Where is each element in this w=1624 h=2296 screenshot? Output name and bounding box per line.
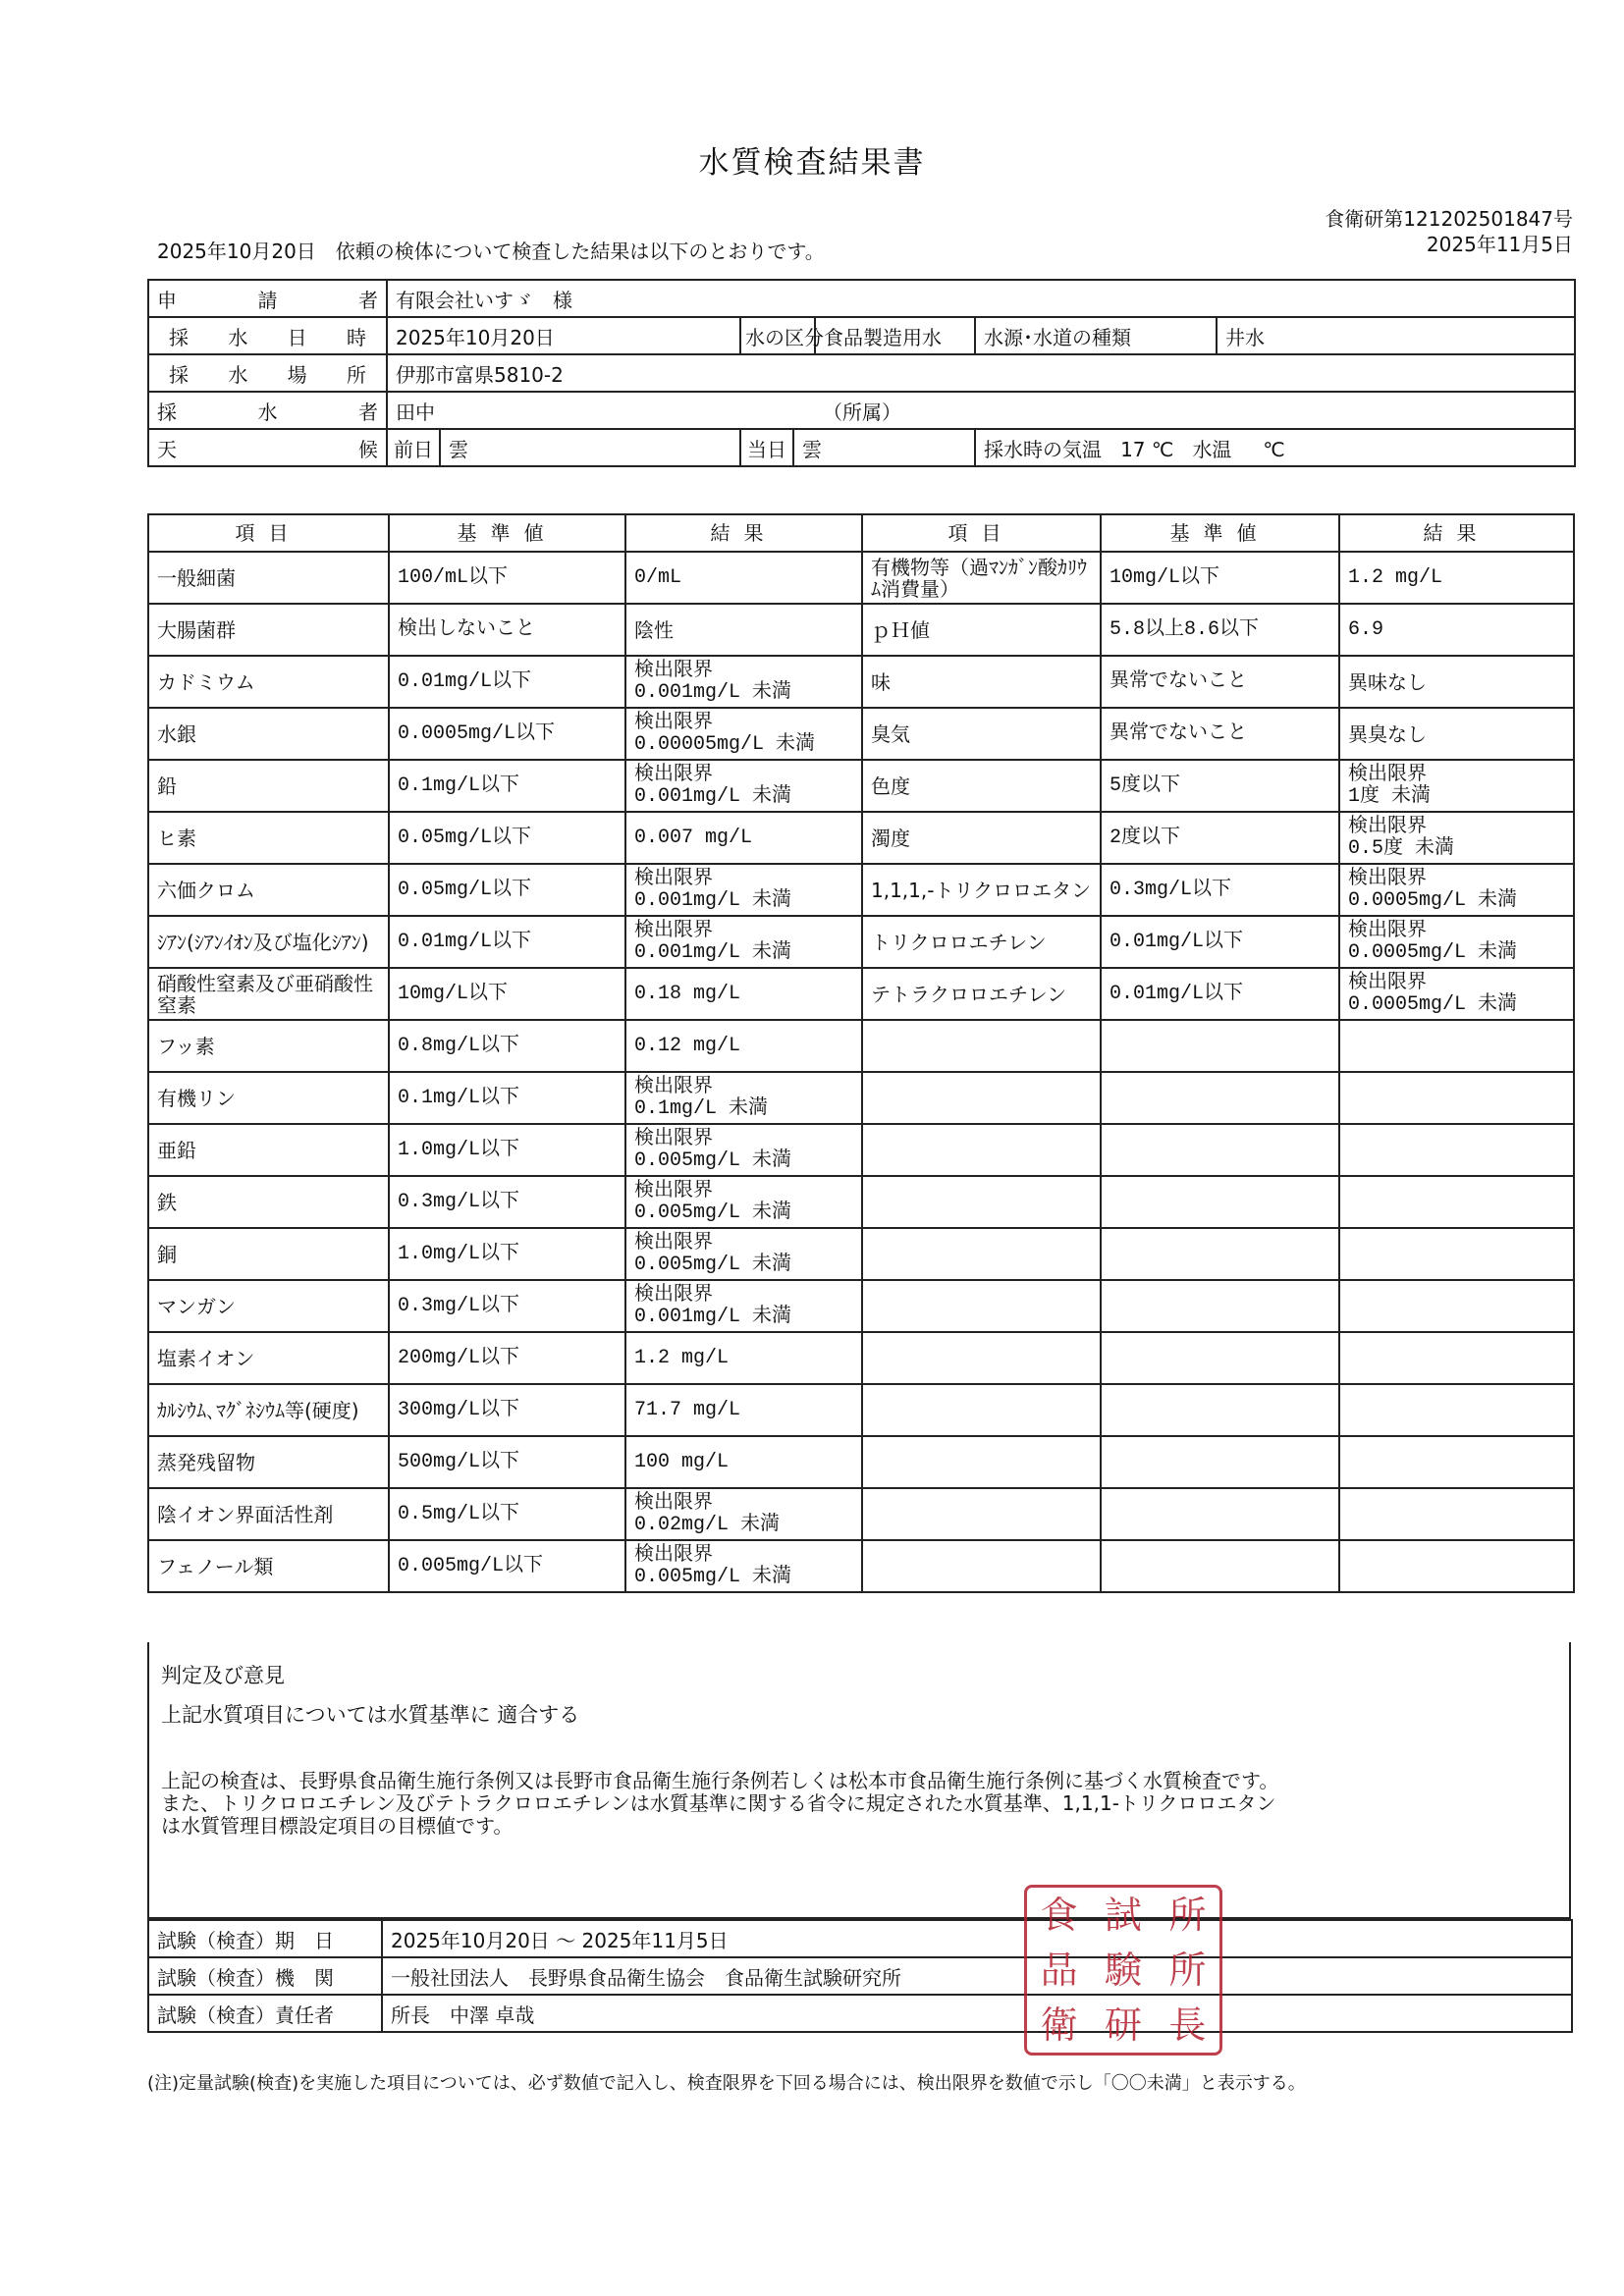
cell-result: 0/mL [625,552,862,604]
cell-result: 検出限界 0.02mg/L 未満 [625,1488,862,1540]
same-day-value: 雲 [802,437,822,461]
water-temp-unit: ℃ [1263,437,1285,461]
test-institution-value: 一般社団法人 長野県食品衛生協会 食品衛生試験研究所 [382,1957,1572,1995]
cell-item-2: 有機物等（過ﾏﾝｶﾞﾝ酸ｶﾘｳﾑ消費量） [862,552,1101,604]
seal-character: 所 [1168,1894,1207,1937]
cell-item-2 [862,1384,1101,1436]
seal-character: 食 [1040,1894,1078,1937]
cell-standard-2 [1101,1332,1339,1384]
cell-item: 有機リン [148,1072,389,1124]
cell-item: フェノール類 [148,1540,389,1592]
cell-standard-2 [1101,1176,1339,1228]
cell-standard: 0.01mg/L以下 [389,656,625,708]
cell-result-2: 6.9 [1339,604,1574,656]
cell-standard-2 [1101,1020,1339,1072]
test-responsible-row [148,1995,1572,2032]
cell-result-2: 1.2 mg/L [1339,552,1574,604]
seal-character: 衛 [1040,2003,1078,2047]
result-row [148,1384,1574,1436]
weather-label: 天 候 [148,429,387,466]
cell-item-2 [862,1228,1101,1280]
result-row [148,916,1574,968]
cell-item: カドミウム [148,656,389,708]
judgment-title: 判定及び意見 [161,1664,285,1687]
cell-result-2: 検出限界 1度 未満 [1339,760,1574,812]
cell-standard: 1.0mg/L以下 [389,1228,625,1280]
cell-item-2 [862,1176,1101,1228]
cell-result: 検出限界 0.001mg/L 未満 [625,656,862,708]
cell-standard-2: 5度以下 [1101,760,1339,812]
result-row [148,1436,1574,1488]
seal-character: 研 [1104,2003,1142,2047]
cell-result: 検出限界 0.005mg/L 未満 [625,1540,862,1592]
cell-result-2 [1339,1332,1574,1384]
cell-standard: 0.3mg/L以下 [389,1280,625,1332]
cell-item: 陰イオン界面活性剤 [148,1488,389,1540]
cell-item-2 [862,1332,1101,1384]
cell-result: 検出限界 0.001mg/L 未満 [625,916,862,968]
air-temp-unit: ℃ [1151,437,1174,461]
judgment-note [161,1770,1565,1838]
water-category-label: 水の区分 [740,317,815,354]
cell-standard-2 [1101,1540,1339,1592]
cell-item: 一般細菌 [148,552,389,604]
document-title: 水質検査結果書 [698,145,926,181]
cell-standard: 0.1mg/L以下 [389,1072,625,1124]
cell-item: マンガン [148,1280,389,1332]
applicant-value: 有限会社いすゞ 様 [387,280,1575,317]
sampling-place-value: 伊那市富県5810-2 [387,354,1575,392]
applicant-label: 申 請 者 [148,280,387,317]
cell-item: 鉛 [148,760,389,812]
cell-result: 検出限界 0.001mg/L 未満 [625,864,862,916]
test-info-table [147,1919,1573,2033]
air-temp-label: 採水時の気温 [984,437,1102,461]
cell-item: 蒸発残留物 [148,1436,389,1488]
test-responsible-value: 所長 中澤 卓哉 [382,1995,1572,2032]
cell-standard: 0.01mg/L以下 [389,916,625,968]
header-item: 項目 [148,514,389,552]
cell-standard: 0.3mg/L以下 [389,1176,625,1228]
result-row [148,1488,1574,1540]
cell-standard: 0.05mg/L以下 [389,812,625,864]
cell-result: 検出限界 0.005mg/L 未満 [625,1228,862,1280]
cell-item: フッ素 [148,1020,389,1072]
result-row [148,552,1574,604]
cell-result-2: 検出限界 0.0005mg/L 未満 [1339,916,1574,968]
cell-standard: 0.8mg/L以下 [389,1020,625,1072]
sampling-date-label: 採 水 日 時 [148,317,387,354]
cell-item-2: ｐＨ値 [862,604,1101,656]
cell-item-2 [862,1488,1101,1540]
cell-item: 大腸菌群 [148,604,389,656]
cell-result: 検出限界 0.005mg/L 未満 [625,1124,862,1176]
cell-result-2: 検出限界 0.5度 未満 [1339,812,1574,864]
result-row [148,1020,1574,1072]
cell-item-2: 臭気 [862,708,1101,760]
cell-result-2: 検出限界 0.0005mg/L 未満 [1339,864,1574,916]
prev-day-label: 前日 [388,430,441,465]
cell-standard: 1.0mg/L以下 [389,1124,625,1176]
cell-standard-2 [1101,1228,1339,1280]
result-row [148,1540,1574,1592]
same-day-cell [740,429,975,466]
cell-item-2 [862,1436,1101,1488]
cell-item-2: 1,1,1,-トリクロロエタン [862,864,1101,916]
cell-standard: 100/mL以下 [389,552,625,604]
sampling-place-label: 採 水 場 所 [148,354,387,392]
cell-result-2: 異臭なし [1339,708,1574,760]
cell-standard: 300mg/L以下 [389,1384,625,1436]
water-category-value: 食品製造用水 [815,317,975,354]
cell-standard-2: 0.01mg/L以下 [1101,916,1339,968]
results-table [147,513,1575,1593]
official-seal-stamp [1024,1885,1222,2056]
result-row [148,1332,1574,1384]
cell-result: 検出限界 0.1mg/L 未満 [625,1072,862,1124]
result-row [148,1124,1574,1176]
cell-result: 0.007 mg/L [625,812,862,864]
cell-result: 検出限界 0.00005mg/L 未満 [625,708,862,760]
test-responsible-label: 試験（検査）責任者 [148,1995,382,2032]
cell-standard-2: 0.01mg/L以下 [1101,968,1339,1020]
cell-item: ｼｱﾝ(ｼｱﾝｲｵﾝ及び塩化ｼｱﾝ) [148,916,389,968]
cell-item-2: 味 [862,656,1101,708]
issue-date: 2025年11月5日 [1426,233,1573,256]
result-row [148,968,1574,1020]
prev-day-value: 雲 [449,437,468,461]
air-temp-value: 17 [1120,437,1146,461]
result-row [148,708,1574,760]
result-row [148,812,1574,864]
cell-item: 六価クロム [148,864,389,916]
cell-result-2 [1339,1020,1574,1072]
cell-result: 1.2 mg/L [625,1332,862,1384]
cell-standard-2 [1101,1280,1339,1332]
temperature-cell [975,429,1575,466]
cell-standard: 0.1mg/L以下 [389,760,625,812]
seal-character: 長 [1168,2003,1207,2047]
result-row [148,1176,1574,1228]
cell-result-2 [1339,1384,1574,1436]
sampling-date-row [148,317,1575,354]
cell-standard-2: 10mg/L以下 [1101,552,1339,604]
cell-result-2 [1339,1176,1574,1228]
seal-character: 所 [1168,1949,1207,1992]
cell-standard-2: 2度以下 [1101,812,1339,864]
cell-result: 検出限界 0.001mg/L 未満 [625,1280,862,1332]
sampling-date-value: 2025年10月20日 [387,317,740,354]
result-row [148,656,1574,708]
test-institution-row [148,1957,1572,1995]
cell-item: 銅 [148,1228,389,1280]
result-row [148,864,1574,916]
result-row [148,760,1574,812]
cell-standard-2: 異常でないこと [1101,708,1339,760]
cell-standard-2 [1101,1384,1339,1436]
cell-result: 0.12 mg/L [625,1020,862,1072]
cell-item-2 [862,1020,1101,1072]
results-header-row [148,514,1574,552]
cell-result: 71.7 mg/L [625,1384,862,1436]
cell-item: 水銀 [148,708,389,760]
cell-item-2: 色度 [862,760,1101,812]
affiliation-label: （所属） [815,392,1575,429]
judgment-section [147,1642,1571,1919]
document-number-block [1325,206,1573,257]
cell-item: ヒ素 [148,812,389,864]
sampler-value: 田中 [387,392,815,429]
header-standard-2: 基準値 [1101,514,1339,552]
cell-standard-2: 異常でないこと [1101,656,1339,708]
cell-result: 検出限界 0.005mg/L 未満 [625,1176,862,1228]
cell-standard-2 [1101,1488,1339,1540]
cell-result-2 [1339,1124,1574,1176]
cell-standard: 10mg/L以下 [389,968,625,1020]
intro-text: 2025年10月20日 依頼の検体について検査した結果は以下のとおりです。 [157,240,825,263]
seal-character: 験 [1104,1949,1142,1992]
cell-result-2 [1339,1488,1574,1540]
seal-character: 品 [1040,1949,1078,1992]
cell-standard: 0.0005mg/L以下 [389,708,625,760]
cell-item-2 [862,1540,1101,1592]
test-period-label: 試験（検査）期 日 [148,1920,382,1957]
judgment-note-line: は水質管理目標設定項目の目標値です。 [161,1814,514,1838]
sample-info-table [147,279,1576,467]
header-result: 結果 [625,514,862,552]
cell-result-2 [1339,1280,1574,1332]
applicant-row [148,280,1575,317]
cell-item-2: テトラクロロエチレン [862,968,1101,1020]
footnote: (注)定量試験(検査)を実施した項目については、必ず数値で記入し、検査限界を下回る場合には、検出限界を数値で示し「〇〇未満」と表示する。 [147,2073,1306,2094]
judgment-text: 上記水質項目については水質基準に 適合する [161,1703,580,1727]
cell-result-2 [1339,1436,1574,1488]
test-period-row [148,1920,1572,1957]
prev-day-cell [387,429,740,466]
water-temp-label: 水温 [1192,437,1232,461]
cell-standard: 0.005mg/L以下 [389,1540,625,1592]
cell-standard: 200mg/L以下 [389,1332,625,1384]
cell-result: 0.18 mg/L [625,968,862,1020]
cell-standard-2 [1101,1072,1339,1124]
cell-item-2: 濁度 [862,812,1101,864]
same-day-label: 当日 [741,430,794,465]
header-item-2: 項目 [862,514,1101,552]
cell-result-2: 検出限界 0.0005mg/L 未満 [1339,968,1574,1020]
cell-item-2 [862,1280,1101,1332]
result-row [148,604,1574,656]
cell-standard: 500mg/L以下 [389,1436,625,1488]
cell-item-2 [862,1072,1101,1124]
cell-result-2: 異味なし [1339,656,1574,708]
weather-row [148,429,1575,466]
cell-item-2: トリクロロエチレン [862,916,1101,968]
document-number: 食衛研第121202501847号 [1325,207,1573,231]
sampler-label: 採 水 者 [148,392,387,429]
cell-item: ｶﾙｼｳﾑ､ﾏｸﾞﾈｼｳﾑ等(硬度) [148,1384,389,1436]
cell-item: 亜鉛 [148,1124,389,1176]
result-row [148,1072,1574,1124]
cell-result: 検出限界 0.001mg/L 未満 [625,760,862,812]
test-institution-label: 試験（検査）機 関 [148,1957,382,1995]
cell-standard: 0.05mg/L以下 [389,864,625,916]
cell-result-2 [1339,1072,1574,1124]
cell-item-2 [862,1124,1101,1176]
test-period-value: 2025年10月20日 ～ 2025年11月5日 [382,1920,1572,1957]
cell-standard-2 [1101,1124,1339,1176]
cell-item: 鉄 [148,1176,389,1228]
cell-item: 硝酸性窒素及び亜硝酸性窒素 [148,968,389,1020]
cell-result: 陰性 [625,604,862,656]
result-row [148,1280,1574,1332]
water-source-label: 水源･水道の種類 [975,317,1217,354]
water-source-value: 井水 [1217,317,1575,354]
cell-result-2 [1339,1540,1574,1592]
cell-result-2 [1339,1228,1574,1280]
cell-standard-2: 0.3mg/L以下 [1101,864,1339,916]
cell-standard: 検出しないこと [389,604,625,656]
sampling-place-row [148,354,1575,392]
cell-standard-2 [1101,1436,1339,1488]
cell-result: 100 mg/L [625,1436,862,1488]
cell-standard-2: 5.8以上8.6以下 [1101,604,1339,656]
seal-character: 試 [1104,1894,1142,1937]
header-result-2: 結果 [1339,514,1574,552]
header-standard: 基準値 [389,514,625,552]
result-row [148,1228,1574,1280]
judgment-note-line: 上記の検査は、長野県食品衛生施行条例又は長野市食品衛生施行条例若しくは松本市食品衛生施行条例に基づく水質検査です。 [161,1769,1279,1792]
cell-standard: 0.5mg/L以下 [389,1488,625,1540]
judgment-note-line: また、トリクロロエチレン及びテトラクロロエチレンは水質基準に関する省令に規定された水質基準、1,1,1-トリクロロエタン [161,1791,1276,1815]
cell-item: 塩素イオン [148,1332,389,1384]
sampler-row [148,392,1575,429]
